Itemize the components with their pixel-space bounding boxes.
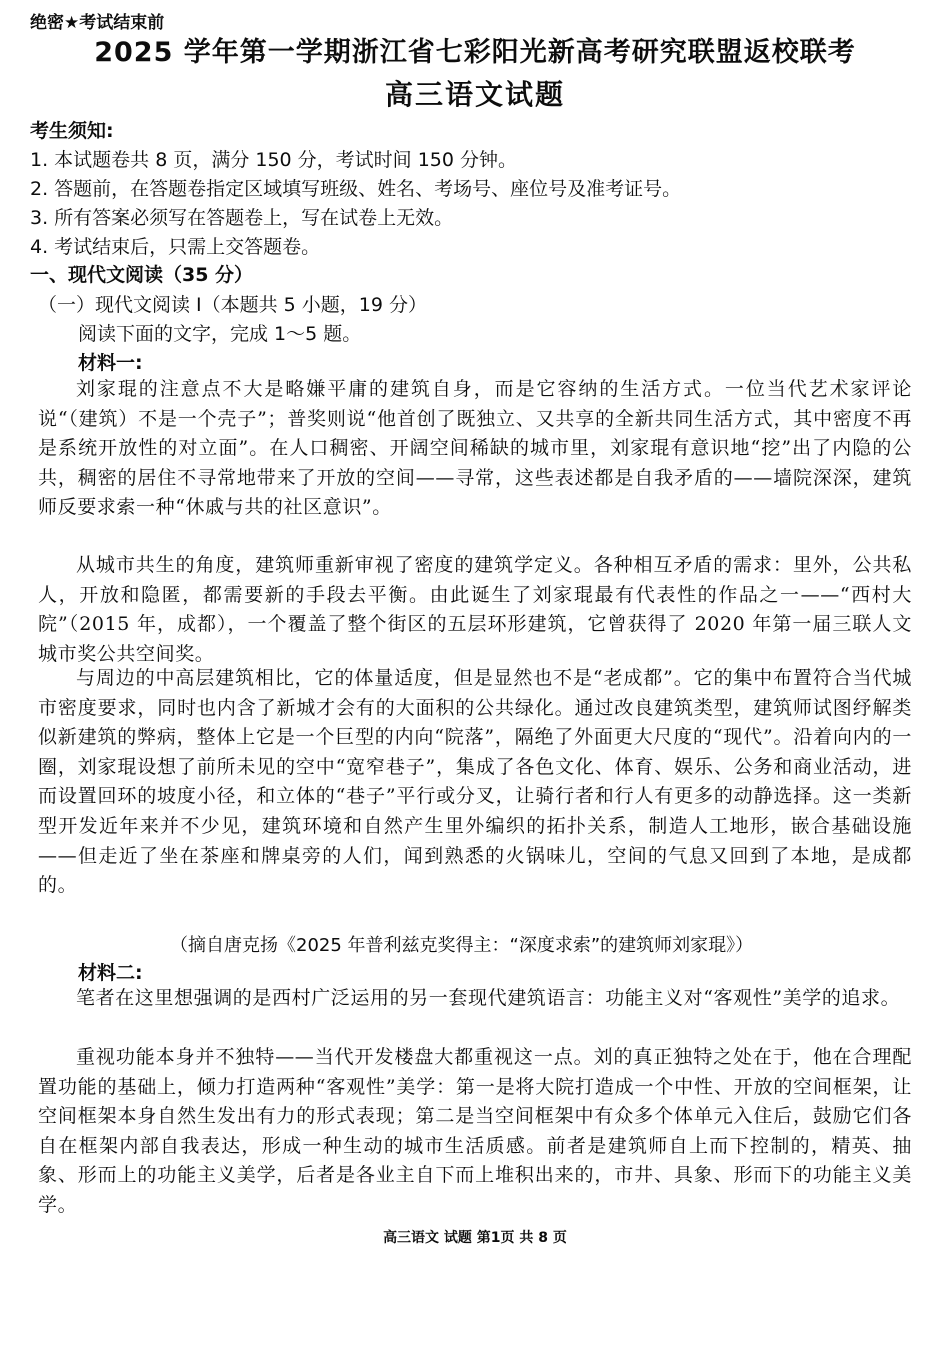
material-one-label: 材料一:: [78, 352, 143, 374]
notice-item: 4. 考试结束后，只需上交答题卷。: [30, 236, 321, 258]
page-footer: 高三语文 试题 第1页 共 8 页: [383, 1230, 567, 1246]
material-two-label: 材料二:: [78, 962, 143, 984]
confidential-label: 绝密★考试结束前: [30, 13, 165, 33]
exam-title: 2025 学年第一学期浙江省七彩阳光新高考研究联盟返校联考: [94, 37, 856, 68]
exam-subject-title: 高三语文试题: [384, 78, 565, 111]
notice-item: 3. 所有答案必须写在答题卷上，写在试卷上无效。: [30, 207, 454, 229]
notice-item: 1. 本试题卷共 8 页，满分 150 分，考试时间 150 分钟。: [30, 149, 518, 171]
material-one-paragraph: 与周边的中高层建筑相比，它的体量适度，但是显然也不是“老成都”。它的集中布置符合当代城市密度要求，同时也内含了新城才会有的大面积的公共绿化。通过改良建筑类型，建筑师试图纾解类似新建筑的弊病，整体上它是一个巨型的内向“院落”，隔绝了外面更大尺度的“现代”。沿着向内的一圈，刘家琨设想了前所未见的空中“宽窄巷子”，集成了各色文化、体育、娱乐、公务和商业活动，进而设置回环的坡度小径，和立体的“巷子”平行或分叉，让骑行者和行人有更多的动静选择。这一类新型开发近年来并不少见，建筑环境和自然产生里外编织的拓扑关系，制造人工地形，嵌合基础设施——但走近了坐在茶座和牌桌旁的人们，闻到熟悉的火锅味儿，空间的气息又回到了本地，是成都的。: [38, 667, 912, 897]
material-one-source: （摘自唐克扬《2025 年普利兹克奖得主：“深度求索”的建筑师刘家琨》）: [170, 935, 754, 956]
notice-heading: 考生须知:: [30, 120, 114, 142]
material-one-paragraph: 刘家琨的注意点不大是略嫌平庸的建筑自身，而是它容纳的生活方式。一位当代艺术家评论说“（建筑）不是一个壳子”；普奖则说“他首创了既独立、又共享的全新共同生活方式，其中密度不再是系统开放性的对立面”。在人口稠密、开阔空间稀缺的城市里，刘家琨有意识地“挖”出了内隐的公共，稠密的居住不寻常地带来了开放的空间——寻常，这些表述都是自我矛盾的——墙院深深，建筑师反要求索一种“休戚与共的社区意识”。: [38, 378, 912, 519]
material-one-paragraph: 从城市共生的角度，建筑师重新审视了密度的建筑学定义。各种相互矛盾的需求：里外，公共私人，开放和隐匿，都需要新的手段去平衡。由此诞生了刘家琨最有代表性的作品之一——“西村大院”（2015 年，成都），一个覆盖了整个街区的五层环形建筑，它曾获得了 2020 年第一届三联人文城市奖公共空间奖。: [38, 554, 912, 665]
reading-instruction: 阅读下面的文字，完成 1～5 题。: [78, 323, 362, 345]
material-two-paragraph: 笔者在这里想强调的是西村广泛运用的另一套现代建筑语言：功能主义对“客观性”美学的追求。: [76, 987, 901, 1009]
section-title: 一、现代文阅读（35 分）: [30, 264, 254, 286]
subsection-title: （一）现代文阅读 I（本题共 5 小题，19 分）: [38, 294, 428, 316]
notice-item: 2. 答题前，在答题卷指定区域填写班级、姓名、考场号、座位号及准考证号。: [30, 178, 682, 200]
material-two-paragraph: 重视功能本身并不独特——当代开发楼盘大都重视这一点。刘的真正独特之处在于，他在合理配置功能的基础上，倾力打造两种“客观性”美学：第一是将大院打造成一个中性、开放的空间框架，让空间框架本身自然生发出有力的形式表现；第二是当空间框架中有众多个体单元入住后，鼓励它们各自在框架内部自我表达，形成一种生动的城市生活质感。前者是建筑师自上而下控制的，精英、抽象、形而上的功能主义美学，后者是各业主自下而上堆积出来的，市井、具象、形而下的功能主义美学。: [38, 1046, 912, 1216]
